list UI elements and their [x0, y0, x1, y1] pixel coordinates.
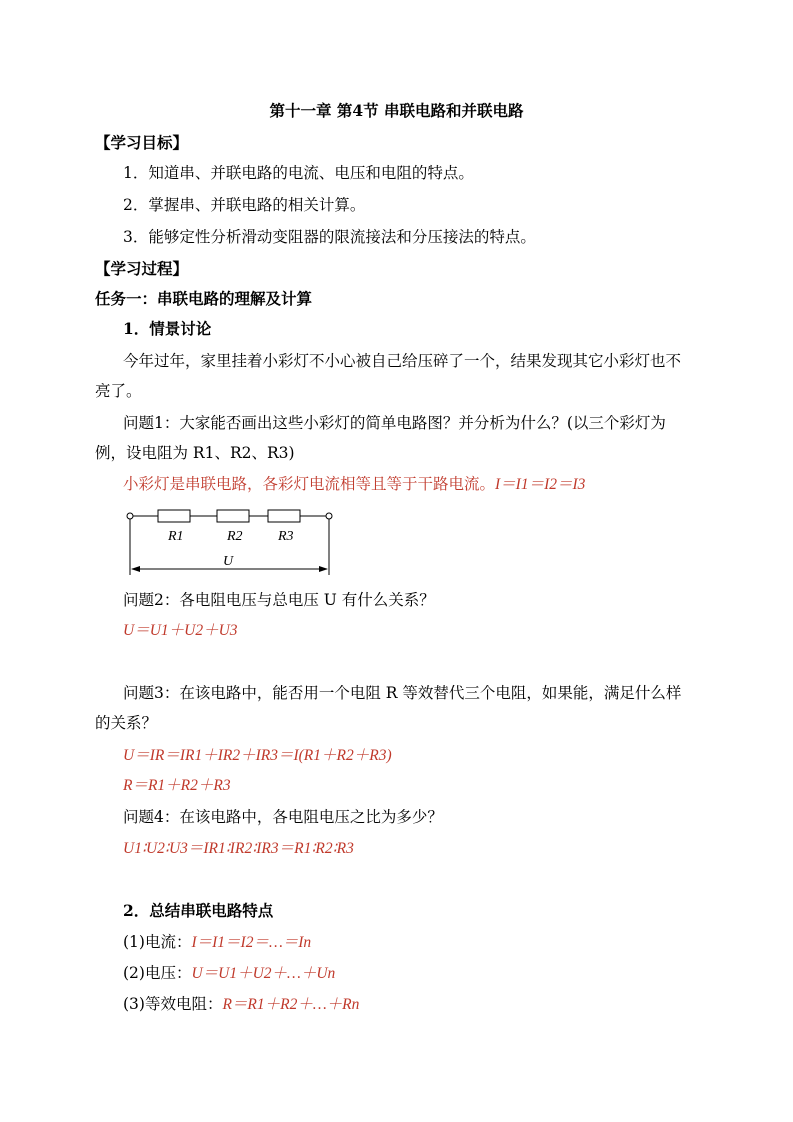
- arrow-left-icon: [131, 566, 140, 572]
- summary-resistance: [123, 994, 359, 1015]
- question-1-line2: 例，设电阻为 R1、R2、R3): [95, 444, 295, 462]
- answer-1: [123, 475, 585, 495]
- summary-current-label: (1)电流：: [123, 933, 192, 951]
- label-u: U: [223, 554, 234, 569]
- task1-heading: 任务一：串联电路的理解及计算: [95, 289, 313, 308]
- scene-text-2: 亮了。: [95, 382, 142, 400]
- summary-voltage-formula: U＝U1＋U2＋…＋Un: [191, 965, 336, 982]
- answer-3-line1: U＝IR＝IR1＋IR2＋IR3＝I(R1＋R2＋R3): [123, 747, 392, 764]
- page-title: 第十一章 第4节 串联电路和并联电路: [269, 101, 524, 120]
- label-r1: R1: [168, 529, 184, 544]
- answer-1-text: 小彩灯是串联电路，各彩灯电流相等且等于干路电流。: [123, 476, 496, 493]
- goal-item-2: 2．掌握串、并联电路的相关计算。: [123, 196, 366, 214]
- answer-1-formula: I＝I1＝I2＝I3: [495, 476, 586, 493]
- question-2: 问题2：各电阻电压与总电压 U 有什么关系？: [123, 591, 435, 609]
- arrow-right-icon: [319, 566, 328, 572]
- label-r3: R3: [278, 529, 294, 544]
- terminal-left: [127, 513, 133, 519]
- scene-text-1: 今年过年，家里挂着小彩灯不小心被自己给压碎了一个，结果发现其它小彩灯也不: [123, 352, 682, 370]
- answer-3-line2: R＝R1＋R2＋R3: [123, 777, 231, 794]
- summary-resistance-formula: R＝R1＋R2＋…＋Rn: [222, 996, 360, 1013]
- subheading-summary: 2．总结串联电路特点: [123, 901, 274, 920]
- summary-current: [123, 932, 311, 953]
- question-3-line1: 问题3：在该电路中，能否用一个电阻 R 等效替代三个电阻，如果能，满足什么样: [123, 684, 682, 702]
- summary-current-formula: I＝I1＝I2＝…＝In: [191, 934, 312, 951]
- goals-heading: 【学习目标】: [95, 133, 189, 152]
- summary-voltage-label: (2)电压：: [123, 964, 192, 982]
- answer-4: U1∶U2∶U3＝IR1∶IR2∶IR3＝R1∶R2∶R3: [123, 840, 354, 857]
- resistor-r3: [268, 510, 300, 522]
- subheading-scene: 1．情景讨论: [123, 319, 212, 338]
- resistor-r2: [217, 510, 249, 522]
- summary-resistance-label: (3)等效电阻：: [123, 995, 223, 1013]
- process-heading: 【学习过程】: [95, 259, 189, 278]
- terminal-right: [326, 513, 332, 519]
- series-circuit-diagram: [122, 505, 342, 575]
- question-4: 问题4：在该电路中，各电阻电压之比为多少？: [123, 808, 443, 826]
- label-r2: R2: [227, 529, 243, 544]
- goal-item-3: 3．能够定性分析滑动变阻器的限流接法和分压接法的特点。: [123, 228, 536, 246]
- goal-item-1: 1．知道串、并联电路的电流、电压和电阻的特点。: [123, 164, 474, 182]
- question-3-line2: 的关系？: [95, 714, 158, 732]
- resistor-r1: [158, 510, 190, 522]
- question-1-line1: 问题1：大家能否画出这些小彩灯的简单电路图？并分析为什么？(以三个彩灯为: [123, 414, 666, 432]
- summary-voltage: [123, 963, 335, 984]
- answer-2: U＝U1＋U2＋U3: [123, 622, 238, 639]
